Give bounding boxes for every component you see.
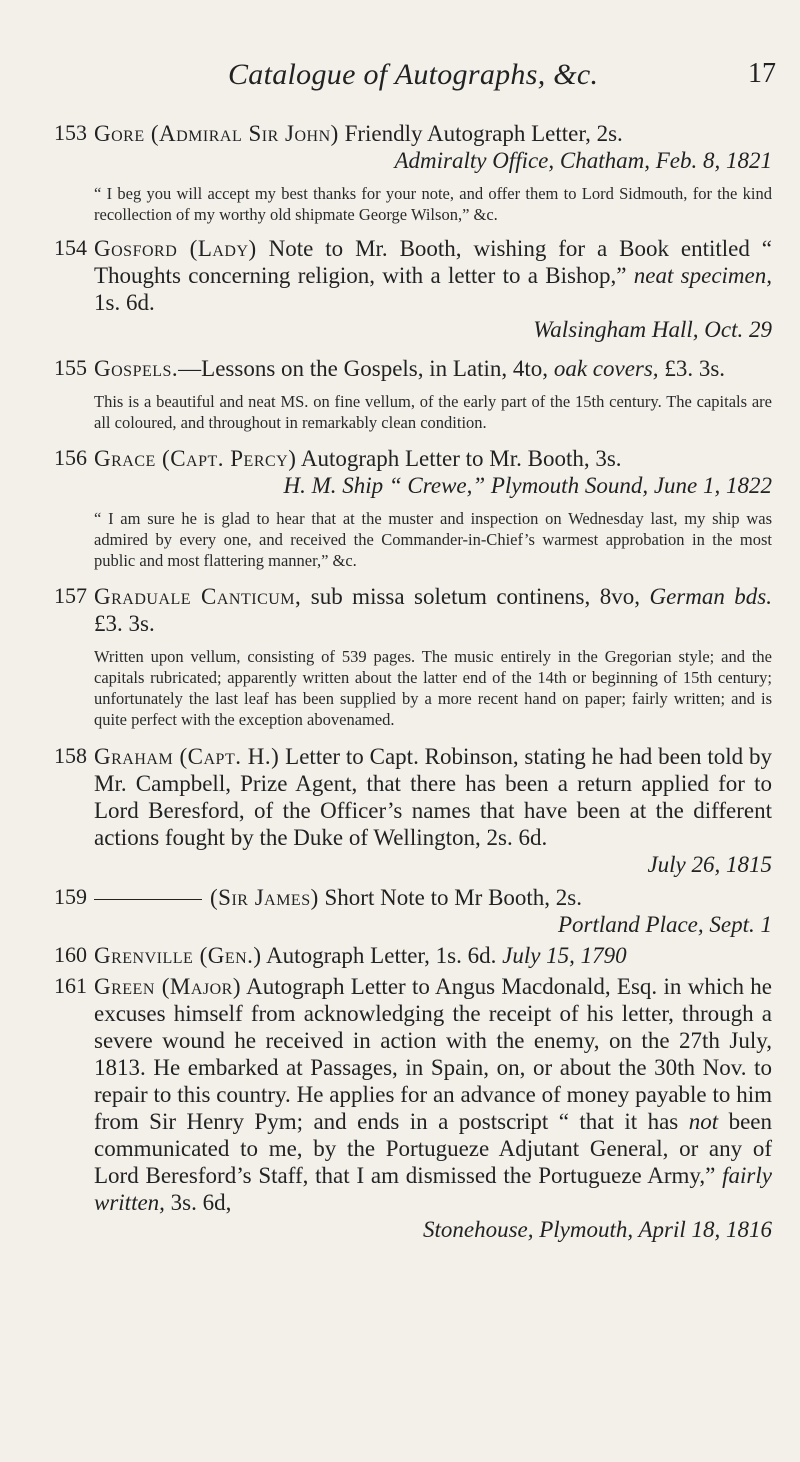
entry-note [94,646,772,730]
lot-number: 154 [54,235,87,260]
catalogue-entry-155 [0,355,800,433]
entry-note [94,508,772,571]
catalogue-entries [0,120,800,1255]
entry-note [94,391,772,433]
entry-main [94,235,772,343]
entry-binding: oak covers, [553,356,659,381]
note-text: “ I beg you will accept my best thanks for your note, and offer them to Lord Sidmouth, for the kind recollection of my worthy old shipmate George Wilson,” &c. [94,184,772,224]
ditto-dash [94,899,202,900]
entry-place: Admiralty Office, Chatham, Feb. 8, 1821 [394,148,772,173]
entry-name: Graham (Capt. H.) [94,744,280,769]
entry-description: Autograph Letter to Mr. Booth, 3s. [300,446,622,471]
catalogue-entry-161 [0,973,800,1243]
entry-description: sub missa soletum continens, 8vo, [310,584,640,609]
lot-number: 160 [54,942,87,967]
lot-number: 153 [54,120,87,145]
note-text: This is a beautiful and neat MS. on fine vellum, of the early part of the 15th century. The capitals are all coloured, and throughout in remarkably clean condition. [94,392,772,432]
lot-number: 161 [54,973,87,998]
entry-name: Gore (Admiral Sir John) [94,121,339,146]
entry-main [94,120,772,174]
entry-place: July 15, 1790 [502,943,627,968]
lot-number: 157 [54,583,87,608]
entry-main [94,355,772,382]
catalogue-entry-156 [0,445,800,571]
lot-number: 156 [54,445,87,470]
catalogue-entry-154 [0,235,800,343]
entry-main [94,583,772,637]
catalogue-entry-157 [0,583,800,730]
entry-name: (Sir James) [210,885,319,910]
entry-name: Graduale Canticum, [94,584,302,609]
entry-place: July 26, 1815 [647,852,772,877]
entry-name: Grenville (Gen.) [94,943,262,968]
catalogue-entry-159 [0,884,800,938]
entry-note [94,183,772,225]
entry-price: £3. 3s. [664,356,726,381]
running-title: Catalogue of Autographs, &c. [228,58,599,91]
entry-description: Short Note to Mr Booth, 2s. [324,885,582,910]
entry-description: Autograph Letter, 1s. 6d. [266,943,497,968]
catalogue-entry-158 [0,743,800,878]
entry-main [94,942,772,969]
entry-place: H. M. Ship “ Crewe,” Plymouth Sound, June 1, 1822 [283,473,772,498]
entry-description-cont: been communicated to me, by the Portugueze Adjutant General, or any of Lord Beresford’s Staff, that I am dismissed the Portugueze Army,” [94,1109,772,1188]
entry-place: Walsingham Hall, Oct. 29 [533,317,772,342]
entry-main [94,743,772,878]
entry-place: Portland Place, Sept. 1 [558,912,772,937]
entry-description: Note to Mr. Booth, wishing for a Book entitled “ Thoughts concerning religion, with a letter to a Bishop,” [94,236,772,288]
lot-number: 159 [54,884,87,909]
entry-description: Autograph Letter to Angus Macdonald, Esq. in which he excuses himself from acknowledging the receipt of his letter, through a severe wound he received in action with the enemy, on the 27th July, 1813. He embarked at Passages, in Spain, on, or about the 30th Nov. to repair to this country. He applies for an advance of money payable to him from Sir Henry Pym; and ends in a postscript “ that it has [94,974,772,1134]
entry-main [94,445,772,499]
entry-binding: German bds. [649,584,773,609]
entry-description: Letter to Capt. Robinson, stating he had been told by Mr. Campbell, Prize Agent, that there has been a return applied for to Lord Beresford, of the Officer’s names that have been at the different actions fought by the Duke of Wellington, 2s. 6d. [94,744,772,850]
entry-condition: fairly written, [94,1163,772,1215]
page-header [0,58,800,98]
entry-price: 3s. 6d, [170,1190,232,1215]
entry-description: —Lessons on the Gospels, in Latin, 4to, [178,356,549,381]
entry-place: Stonehouse, Plymouth, April 18, 1816 [422,1217,772,1242]
entry-price: 1s. 6d. [94,290,155,315]
entry-name: Gosford (Lady) [94,236,257,261]
entry-name: Green (Major) [94,974,241,999]
entry-emphasis: not [688,1109,719,1134]
lot-number: 155 [54,355,87,380]
entry-price: £3. 3s. [94,611,155,636]
note-text: Written upon vellum, consisting of 539 pages. The music entirely in the Gregorian style; and the capitals rubricated; apparently written about the latter end of the 14th or beginning of 15th century; unfortunately the last leaf has been supplied by a more recent hand on paper; fairly written; and is quite perfect with the exception abovenamed. [94,647,772,729]
entry-main [94,884,772,938]
entry-main [94,973,772,1243]
catalogue-entry-153 [0,120,800,225]
page-number: 17 [748,58,776,89]
entry-name: Gospels. [94,356,179,381]
note-text: “ I am sure he is glad to hear that at the muster and inspection on Wednesday last, my ship was admired by every one, and received the Commander-in-Chief’s warmest approbation in the most public and most flattering manner,” &c. [94,509,772,570]
entry-name: Grace (Capt. Percy) [94,446,297,471]
entry-condition: neat specimen, [633,263,772,288]
lot-number: 158 [54,743,87,768]
catalogue-entry-160 [0,942,800,969]
entry-description: Friendly Autograph Letter, 2s. [344,121,623,146]
